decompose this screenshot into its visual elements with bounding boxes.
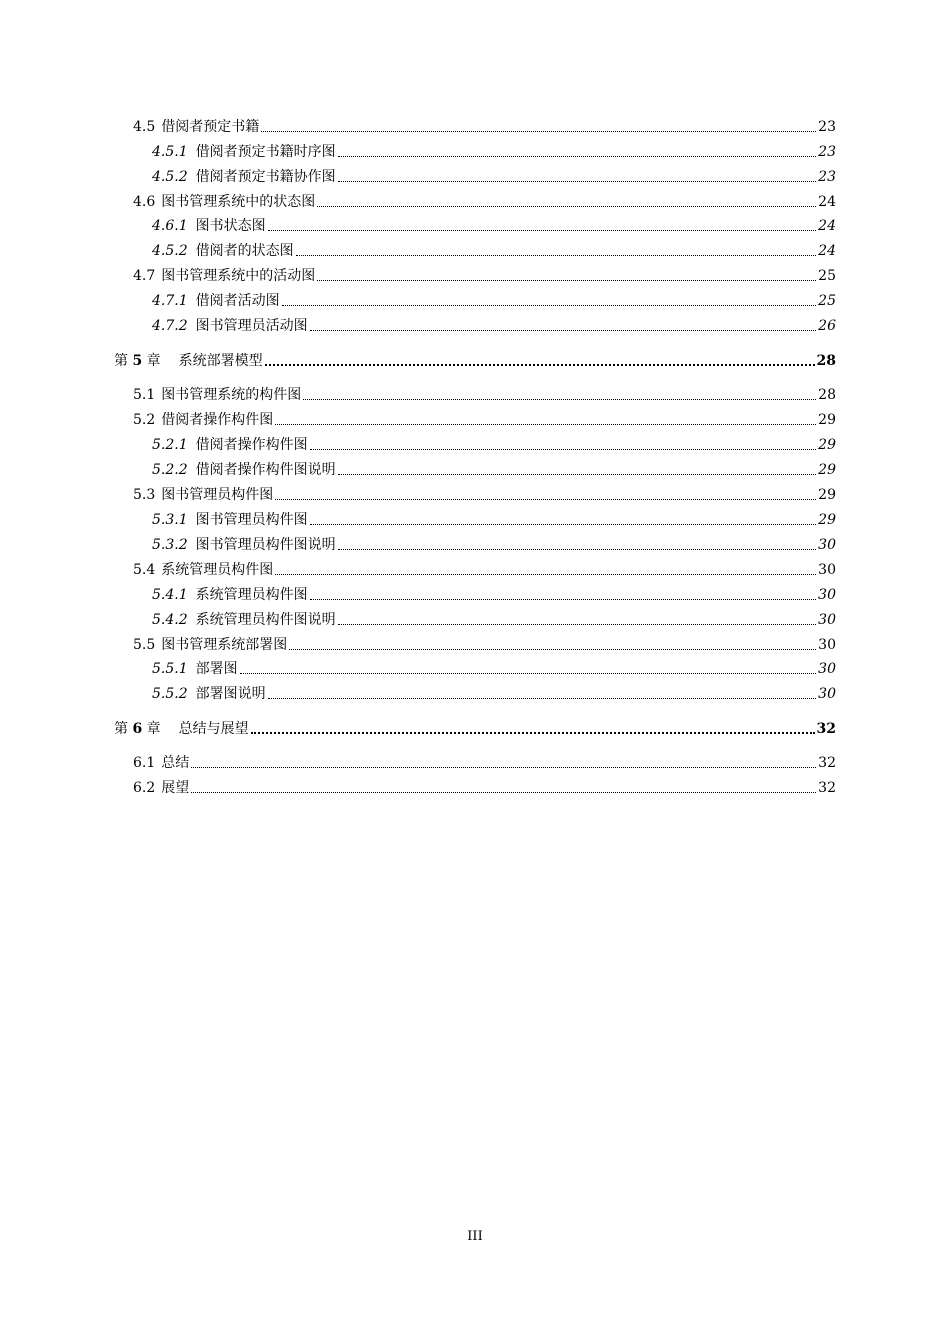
toc-entry-title: 借阅者操作构件图 xyxy=(161,412,274,428)
toc-entry-number: 6.1 xyxy=(133,755,156,771)
toc-entry-title: 借阅者预定书籍 xyxy=(161,119,260,135)
toc-entry[interactable] xyxy=(152,217,836,235)
toc-entry[interactable] xyxy=(133,754,836,772)
toc-entry-title: 借阅者预定书籍时序图 xyxy=(195,144,336,160)
toc-entry[interactable] xyxy=(133,267,836,285)
toc-dot-leader xyxy=(275,498,816,500)
toc-entry-page: 30 xyxy=(818,612,836,628)
toc-entry-number: 6.2 xyxy=(133,780,156,796)
toc-entry-page: 32 xyxy=(818,755,836,771)
toc-entry-page: 25 xyxy=(818,293,836,309)
toc-dot-leader xyxy=(338,473,817,475)
toc-entry[interactable] xyxy=(152,511,836,529)
toc-entry-page: 24 xyxy=(818,194,836,210)
toc-dot-leader xyxy=(268,229,817,231)
toc-entry-page: 23 xyxy=(818,144,836,160)
toc-dot-leader xyxy=(338,623,817,625)
toc-entry-title: 图书管理员构件图说明 xyxy=(195,537,336,553)
toc-dot-leader xyxy=(275,423,816,425)
toc-entry-page: 32 xyxy=(816,721,836,737)
toc-entry-number: 4.5.1 xyxy=(152,144,188,160)
toc-entry-number: 4.7.2 xyxy=(152,318,188,334)
toc-entry-page: 26 xyxy=(818,318,836,334)
toc-entry-number: 5.1 xyxy=(133,387,156,403)
toc-entry[interactable] xyxy=(152,611,836,629)
toc-entry-title: 图书管理系统中的活动图 xyxy=(161,268,316,284)
toc-entry-page: 29 xyxy=(818,512,836,528)
toc-entry-number: 5.3.2 xyxy=(152,537,188,553)
toc-entry-number: 5.4.1 xyxy=(152,587,188,603)
toc-entry-number: 4.5.2 xyxy=(152,243,188,259)
toc-dot-leader xyxy=(338,180,817,182)
toc-entry-number: 5.4.2 xyxy=(152,612,188,628)
toc-entry-number: 4.5.2 xyxy=(152,169,188,185)
toc-entry-title: 系统部署模型 xyxy=(178,353,263,369)
toc-entry-page: 30 xyxy=(818,537,836,553)
toc-entry[interactable] xyxy=(152,292,836,310)
toc-entry[interactable] xyxy=(133,486,836,504)
toc-entry[interactable] xyxy=(152,660,836,678)
toc-entry-page: 32 xyxy=(818,780,836,796)
toc-chapter-entry[interactable] xyxy=(114,352,836,370)
toc-entry-title: 借阅者预定书籍协作图 xyxy=(195,169,336,185)
toc-entry-number: 5.3.1 xyxy=(152,512,188,528)
toc-entry-number: 5.4 xyxy=(133,562,156,578)
toc-entry-number: 4.6 xyxy=(133,194,156,210)
toc-entry[interactable] xyxy=(152,317,836,335)
toc-entry-page: 29 xyxy=(818,487,836,503)
toc-dot-leader xyxy=(289,648,816,650)
toc-entry-title: 系统管理员构件图 xyxy=(161,562,274,578)
toc-entry[interactable] xyxy=(133,779,836,797)
toc-entry-title: 借阅者操作构件图说明 xyxy=(195,462,336,478)
toc-dot-leader xyxy=(191,766,816,768)
toc-entry[interactable] xyxy=(133,411,836,429)
toc-entry[interactable] xyxy=(152,536,836,554)
toc-entry-title: 借阅者的状态图 xyxy=(195,243,294,259)
toc-entry-page: 24 xyxy=(818,218,836,234)
toc-entry-page: 25 xyxy=(818,268,836,284)
toc-entry-page: 28 xyxy=(818,387,836,403)
toc-dot-leader xyxy=(265,363,815,366)
toc-entry-page: 29 xyxy=(818,437,836,453)
toc-entry-number: 第 6 章 xyxy=(114,721,161,737)
toc-entry-number: 第 5 章 xyxy=(114,353,161,369)
toc-entry[interactable] xyxy=(152,461,836,479)
toc-entry-number: 5.5 xyxy=(133,637,156,653)
toc-entry-title: 部署图 xyxy=(195,661,238,677)
toc-entry-title: 总结 xyxy=(161,755,190,771)
toc-entry-title: 图书状态图 xyxy=(195,218,266,234)
toc-dot-leader xyxy=(191,791,816,793)
toc-entry-number: 5.3 xyxy=(133,487,156,503)
toc-entry-page: 28 xyxy=(816,353,836,369)
toc-entry-number: 5.2.1 xyxy=(152,437,188,453)
toc-entry-page: 30 xyxy=(818,637,836,653)
toc-entry-title: 借阅者操作构件图 xyxy=(195,437,308,453)
toc-entry-page: 23 xyxy=(818,119,836,135)
toc-entry-number: 5.2.2 xyxy=(152,462,188,478)
toc-entry-title: 系统管理员构件图说明 xyxy=(195,612,336,628)
toc-entry-title: 系统管理员构件图 xyxy=(195,587,308,603)
toc-dot-leader xyxy=(317,279,816,281)
toc-entry[interactable] xyxy=(133,561,836,579)
toc-entry-page: 30 xyxy=(818,562,836,578)
toc-entry-title: 部署图说明 xyxy=(195,686,266,702)
toc-entry-page: 29 xyxy=(818,412,836,428)
toc-entry-title: 总结与展望 xyxy=(178,721,249,737)
toc-dot-leader xyxy=(268,697,817,699)
toc-dot-leader xyxy=(251,731,815,734)
toc-entry[interactable] xyxy=(133,193,836,211)
toc-dot-leader xyxy=(310,448,817,450)
toc-entry-number: 5.2 xyxy=(133,412,156,428)
toc-dot-leader xyxy=(282,304,817,306)
toc-entry-page: 30 xyxy=(818,686,836,702)
toc-dot-leader xyxy=(261,130,816,132)
toc-dot-leader xyxy=(275,573,816,575)
toc-dot-leader xyxy=(338,548,817,550)
toc-entry[interactable] xyxy=(133,636,836,654)
toc-chapter-entry[interactable] xyxy=(114,720,836,738)
toc-dot-leader xyxy=(310,329,817,331)
toc-entry-title: 图书管理员活动图 xyxy=(195,318,308,334)
toc-entry-title: 图书管理系统的构件图 xyxy=(161,387,302,403)
toc-entry[interactable] xyxy=(152,436,836,454)
toc-entry-title: 图书管理员构件图 xyxy=(161,487,274,503)
toc-entry-page: 30 xyxy=(818,587,836,603)
toc-entry[interactable] xyxy=(152,242,836,260)
toc-entry-title: 图书管理员构件图 xyxy=(195,512,308,528)
toc-dot-leader xyxy=(317,205,816,207)
toc-entry-title: 借阅者活动图 xyxy=(195,293,280,309)
toc-entry-number: 5.5.1 xyxy=(152,661,188,677)
toc-entry[interactable] xyxy=(152,143,836,161)
toc-entry[interactable] xyxy=(152,685,836,703)
toc-entry-number: 4.7 xyxy=(133,268,156,284)
toc-dot-leader xyxy=(310,523,817,525)
toc-entry-page: 30 xyxy=(818,661,836,677)
toc-entry-page: 29 xyxy=(818,462,836,478)
toc-entry-number: 4.6.1 xyxy=(152,218,188,234)
toc-dot-leader xyxy=(310,598,817,600)
toc-entry[interactable] xyxy=(133,386,836,404)
toc-dot-leader xyxy=(296,254,817,256)
toc-entry-number: 4.5 xyxy=(133,119,156,135)
toc-entry[interactable] xyxy=(133,118,836,136)
toc-entry[interactable] xyxy=(152,168,836,186)
toc-entry-title: 图书管理系统部署图 xyxy=(161,637,288,653)
toc-entry-number: 4.7.1 xyxy=(152,293,188,309)
page-number: III xyxy=(467,1229,483,1244)
toc-dot-leader xyxy=(303,398,816,400)
toc-entry-number: 5.5.2 xyxy=(152,686,188,702)
toc-entry-title: 图书管理系统中的状态图 xyxy=(161,194,316,210)
toc-dot-leader xyxy=(338,155,817,157)
toc-entry-page: 24 xyxy=(818,243,836,259)
toc-entry-page: 23 xyxy=(818,169,836,185)
toc-entry[interactable] xyxy=(152,586,836,604)
toc-dot-leader xyxy=(240,672,817,674)
toc-entry-title: 展望 xyxy=(161,780,190,796)
